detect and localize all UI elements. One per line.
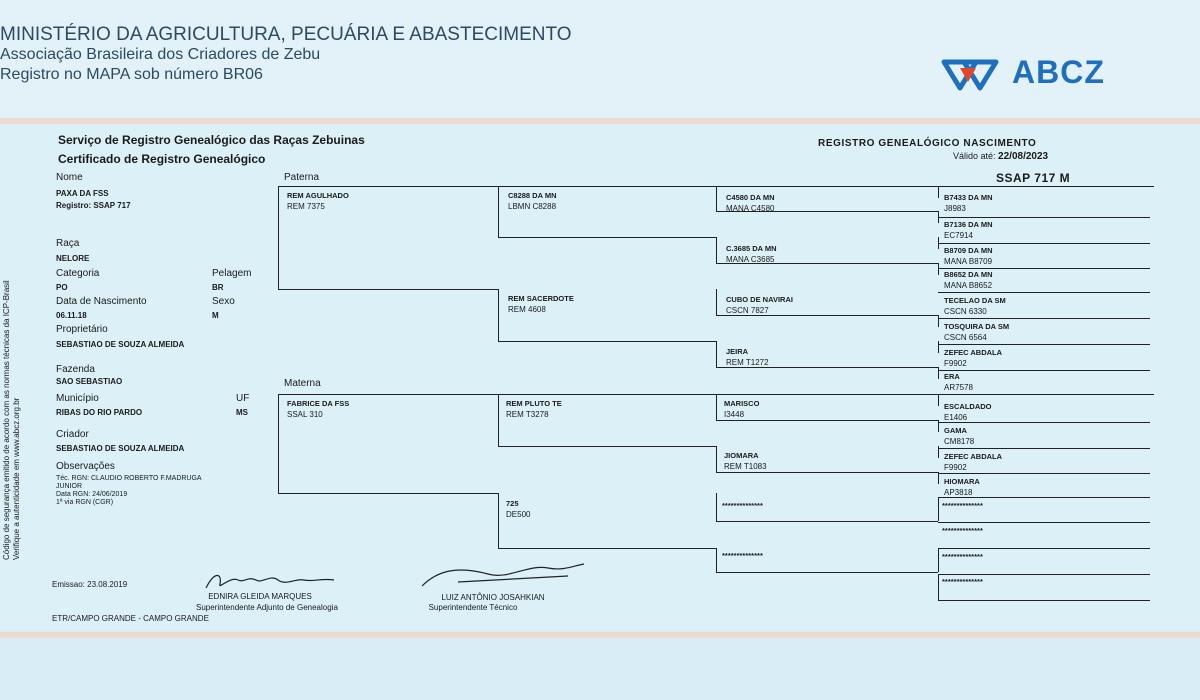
registry-number: Registro no MAPA sob número BR06 (0, 66, 263, 83)
security-note-line2: Verifique a autenticidade em www.abcz.org.br (12, 397, 21, 560)
g4-name: TECELAO DA SM (944, 296, 1006, 305)
municipio-value: RIBAS DO RIO PARDO (56, 408, 143, 417)
nome-label: Nome (56, 172, 83, 183)
g4-name: ERA (944, 372, 960, 381)
g4-reg: CSCN 6564 (944, 333, 987, 342)
municipio-label: Município (56, 393, 99, 404)
g4-ancestor (942, 551, 983, 562)
sss-name: C4580 DA MN (726, 193, 775, 202)
g4-reg: E1406 (944, 413, 968, 422)
sds-name: CUBO DE NAVIRAI (726, 295, 793, 304)
emission-date: Emissao: 23.08.2019 (52, 580, 128, 589)
g4-name: B8652 DA MN (944, 270, 993, 279)
g4-name: B7136 DA MN (944, 220, 993, 229)
observacoes-label: Observações (56, 461, 115, 472)
registry-type: REGISTRO GENEALÓGICO NASCIMENTO (818, 138, 1037, 149)
g4-name: HIOMARA (944, 477, 980, 486)
g4-name: ************** (942, 501, 983, 510)
regional-office: ETR/CAMPO GRANDE - CAMPO GRANDE (52, 614, 209, 623)
sdd-name: JEIRA (726, 347, 749, 356)
g4-ancestor (944, 219, 993, 241)
paterna-label: Paterna (284, 172, 320, 183)
dds (722, 500, 763, 511)
g4-ancestor (942, 576, 983, 587)
sd-reg: REM 4608 (508, 305, 546, 314)
dds-name: ************** (722, 501, 763, 510)
g4-ancestor (944, 476, 980, 498)
fazenda-value: SAO SEBASTIAO (56, 377, 123, 386)
sds-reg: CSCN 7827 (726, 306, 769, 315)
g4-reg: F9902 (944, 463, 967, 472)
sdd-reg: REM T1272 (726, 358, 769, 367)
bottom-border-strip (0, 632, 1200, 638)
g4-ancestor (944, 192, 993, 214)
criador-label: Criador (56, 429, 89, 440)
dsd (724, 450, 767, 472)
signature-2-name: LUIZ ANTÔNIO JOSAHKIAN (441, 593, 545, 602)
g4-reg: CM8178 (944, 437, 975, 446)
g4-ancestor (944, 269, 993, 291)
g4-ancestor (944, 451, 1002, 473)
g4-ancestor (944, 245, 993, 267)
materna-label: Materna (284, 378, 321, 389)
g4-reg: EC7914 (944, 231, 973, 240)
g4-name: TOSQUIRA DA SM (944, 322, 1010, 331)
signature-1 (200, 566, 340, 594)
criador-value: SEBASTIAO DE SOUZA ALMEIDA (56, 444, 185, 453)
g4-ancestor (944, 401, 992, 423)
association-name: Associação Brasileira dos Criadores de Zebu (0, 46, 321, 63)
abcz-logo-text: ABCZ (1012, 54, 1105, 90)
g4-ancestor (944, 371, 973, 393)
g4-name: GAMA (944, 426, 967, 435)
dss (724, 398, 759, 420)
dam-reg: SSAL 310 (287, 410, 323, 419)
sexo-value: M (212, 311, 219, 320)
sire-reg: REM 7375 (287, 202, 325, 211)
nascimento-label: Data de Nascimento (56, 296, 147, 307)
pelagem-label: Pelagem (212, 268, 252, 279)
ministry-title: MINISTÉRIO DA AGRICULTURA, PECUÁRIA E ABASTECIMENTO (0, 24, 572, 45)
dam-name: FABRICE DA FSS (287, 399, 350, 408)
g4-ancestor (942, 500, 983, 511)
valid-until (953, 151, 1048, 162)
g4-reg: F9902 (944, 359, 967, 368)
obs-line1: Téc. RGN: CLAUDIO ROBERTO F.MADRUGA (56, 475, 202, 482)
sdd (726, 346, 769, 368)
signature-2-role: Superintendente Técnico (428, 603, 518, 612)
paternal-grandsire (508, 190, 557, 212)
g4-ancestor (944, 347, 1002, 369)
raca-label: Raça (56, 238, 80, 249)
ds-reg: REM T3278 (506, 410, 549, 419)
abcz-logo (940, 52, 1160, 96)
signature-1-name: EDNIRA GLEIDA MARQUES (208, 592, 312, 601)
g4-name: ************** (942, 552, 983, 561)
g4-ancestor (944, 321, 1009, 343)
signature-2 (418, 556, 588, 592)
dss-reg: I3448 (724, 410, 745, 419)
sss-reg: MANA C4580 (726, 204, 775, 213)
nascimento-value: 06.11.18 (56, 311, 87, 320)
g4-ancestor (944, 425, 974, 447)
g4-ancestor (942, 525, 983, 536)
g4-name: ZEFEC ABDALA (944, 452, 1003, 461)
fazenda-label: Fazenda (56, 364, 95, 375)
pelagem-value: BR (212, 283, 224, 292)
g4-name: B8709 DA MN (944, 246, 993, 255)
valid-date: 22/08/2023 (998, 151, 1049, 162)
maternal-granddam (506, 498, 530, 520)
service-title: Serviço de Registro Genealógico das Raças Zebuinas (58, 133, 365, 147)
dd-reg: DE500 (506, 510, 531, 519)
g4-reg: J8983 (944, 204, 966, 213)
ds-name: REM PLUTO TE (506, 399, 562, 408)
animal-code: SSAP 717 M (996, 171, 1071, 185)
maternal-grandsire (506, 398, 562, 420)
ddd (722, 550, 763, 561)
sss (726, 192, 775, 214)
paternal-granddam (508, 293, 574, 315)
certificate-card (0, 124, 1200, 630)
g4-ancestor (944, 295, 1006, 317)
sire-name: REM AGULHADO (287, 191, 349, 200)
g4-name: B7433 DA MN (944, 193, 993, 202)
obs-line4: 1ª via RGN (CGR) (56, 499, 114, 506)
dam (287, 398, 349, 420)
ss-reg: LBMN C8288 (508, 202, 557, 211)
ss-name: C8288 DA MN (508, 191, 557, 200)
proprietario-label: Proprietário (56, 324, 108, 335)
g4-reg: CSCN 6330 (944, 307, 987, 316)
obs-line3: Data RGN: 24/06/2019 (56, 491, 128, 498)
sire (287, 190, 349, 212)
dd-name: 725 (506, 499, 519, 508)
g4-name: ************** (942, 526, 983, 535)
valid-label: Válido até: (953, 151, 996, 161)
sd-name: REM SACERDOTE (508, 294, 574, 303)
categoria-value: PO (56, 283, 68, 292)
g4-name: ESCALDADO (944, 402, 992, 411)
categoria-label: Categoria (56, 268, 100, 279)
uf-value: MS (236, 408, 248, 417)
g4-reg: AR7578 (944, 383, 973, 392)
certificate-title: Certificado de Registro Genealógico (58, 152, 266, 166)
ssd-name: C.3685 DA MN (726, 244, 777, 253)
ssd (726, 243, 777, 265)
ddd-name: ************** (722, 551, 763, 560)
dsd-reg: REM T1083 (724, 462, 767, 471)
ssd-reg: MANA C3685 (726, 255, 775, 264)
sds (726, 294, 793, 316)
obs-line2: JUNIOR (56, 483, 83, 490)
proprietario-value: SEBASTIAO DE SOUZA ALMEIDA (56, 340, 185, 349)
raca-value: NELORE (56, 254, 90, 263)
uf-label: UF (236, 393, 250, 404)
abcz-logo-icon (940, 54, 1010, 94)
signature-1-role: Superintendente Adjunto de Genealogia (196, 603, 338, 612)
dss-name: MARISCO (724, 399, 760, 408)
sexo-label: Sexo (212, 296, 235, 307)
g4-reg: MANA B8652 (944, 281, 993, 290)
security-note (2, 180, 22, 560)
g4-reg: MANA B8709 (944, 257, 993, 266)
dsd-name: JIOMARA (724, 451, 759, 460)
g4-name: ************** (942, 577, 983, 586)
g4-name: ZEFEC ABDALA (944, 348, 1003, 357)
g4-reg: AP3818 (944, 488, 973, 497)
security-note-line1: Código de segurança emitido de acordo com as normas técnicas da ICP-Brasil (2, 280, 11, 560)
registro-value: Registro: SSAP 717 (56, 201, 131, 210)
nome-value: PAXA DA FSS (56, 189, 109, 198)
